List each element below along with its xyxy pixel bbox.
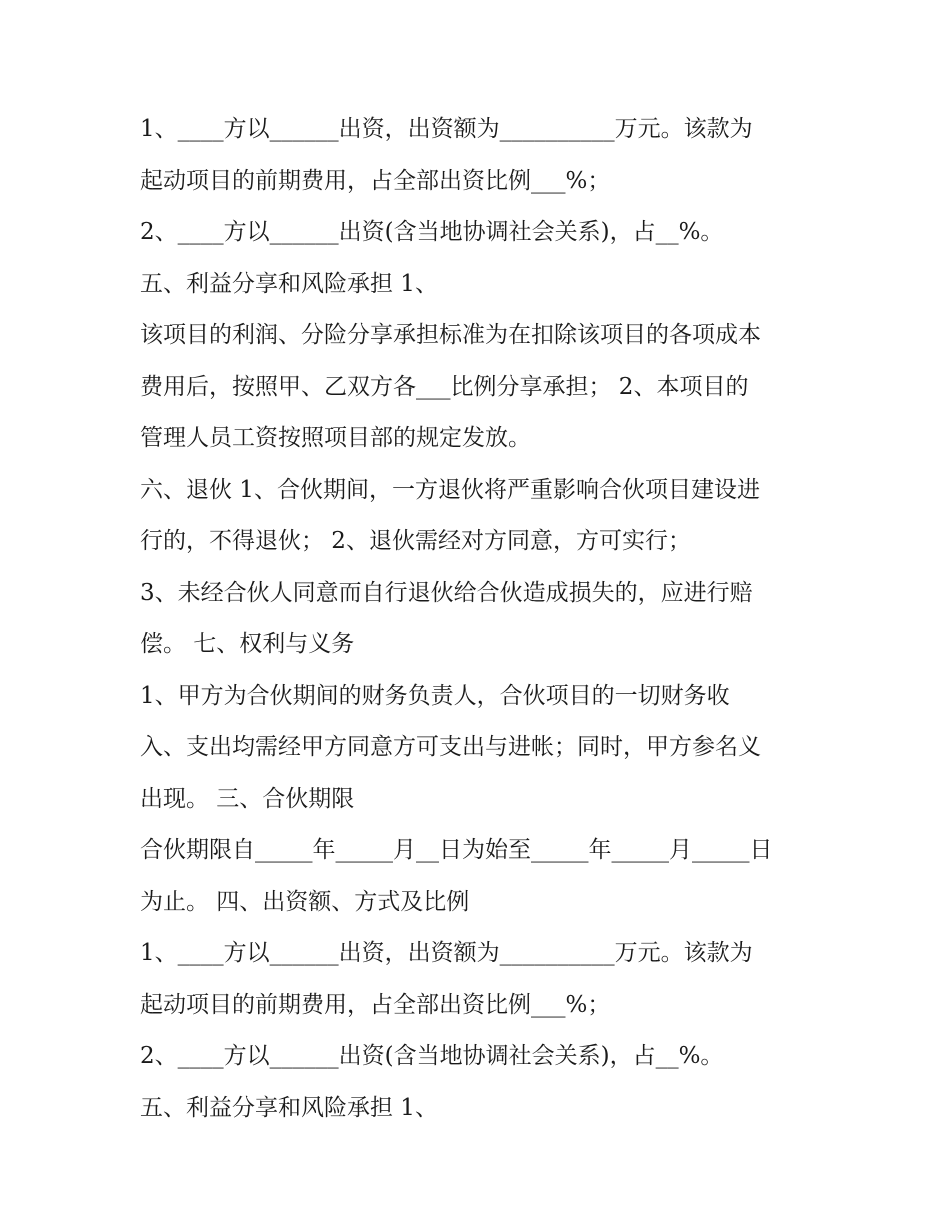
text-line: 起动项目的前期费用，占全部出资比例___%；	[140, 167, 611, 194]
section-heading-line: 五、利益分享和风险承担 1、	[140, 270, 438, 297]
text-line: 3、未经合伙人同意而自行退伙给合伙造成损失的，应进行赔	[140, 579, 753, 606]
section-heading-line: 六、退伙 1、合伙期间，一方退伙将严重影响合伙项目建设进	[140, 476, 760, 503]
document-body	[140, 107, 820, 1137]
text-line: 1、甲方为合伙期间的财务负责人，合伙项目的一切财务收	[140, 682, 730, 709]
text-line: 2、____方以______出资(含当地协调社会关系)，占__%。	[140, 1043, 724, 1069]
text-line: 2、____方以______出资(含当地协调社会关系)，占__%。	[140, 219, 724, 245]
text-line: 费用后，按照甲、乙双方各___比例分享承担； 2、本项目的	[140, 373, 749, 400]
text-line: 行的，不得退伙； 2、退伙需经对方同意，方可实行；	[140, 528, 691, 554]
text-line: 入、支出均需经甲方同意方可支出与进帐；同时，甲方参名义	[140, 734, 761, 760]
text-line: 偿。 七、权利与义务	[140, 631, 355, 657]
text-line: 起动项目的前期费用，占全部出资比例___%；	[140, 991, 611, 1018]
section-heading-line: 五、利益分享和风险承担 1、	[140, 1094, 438, 1121]
text-line: 1、____方以______出资，出资额为__________万元。该款为	[140, 116, 753, 142]
text-line: 合伙期限自_____年_____月__日为始至_____年_____月_____日	[140, 837, 773, 863]
text-line: 为止。 四、出资额、方式及比例	[140, 888, 470, 915]
text-line: 1、____方以______出资，出资额为__________万元。该款为	[140, 940, 753, 966]
text-line: 管理人员工资按照项目部的规定发放。	[140, 425, 531, 451]
text-line: 出现。 三、合伙期限	[140, 785, 355, 812]
text-line: 该项目的利润、分险分享承担标准为在扣除该项目的各项成本	[140, 322, 761, 348]
